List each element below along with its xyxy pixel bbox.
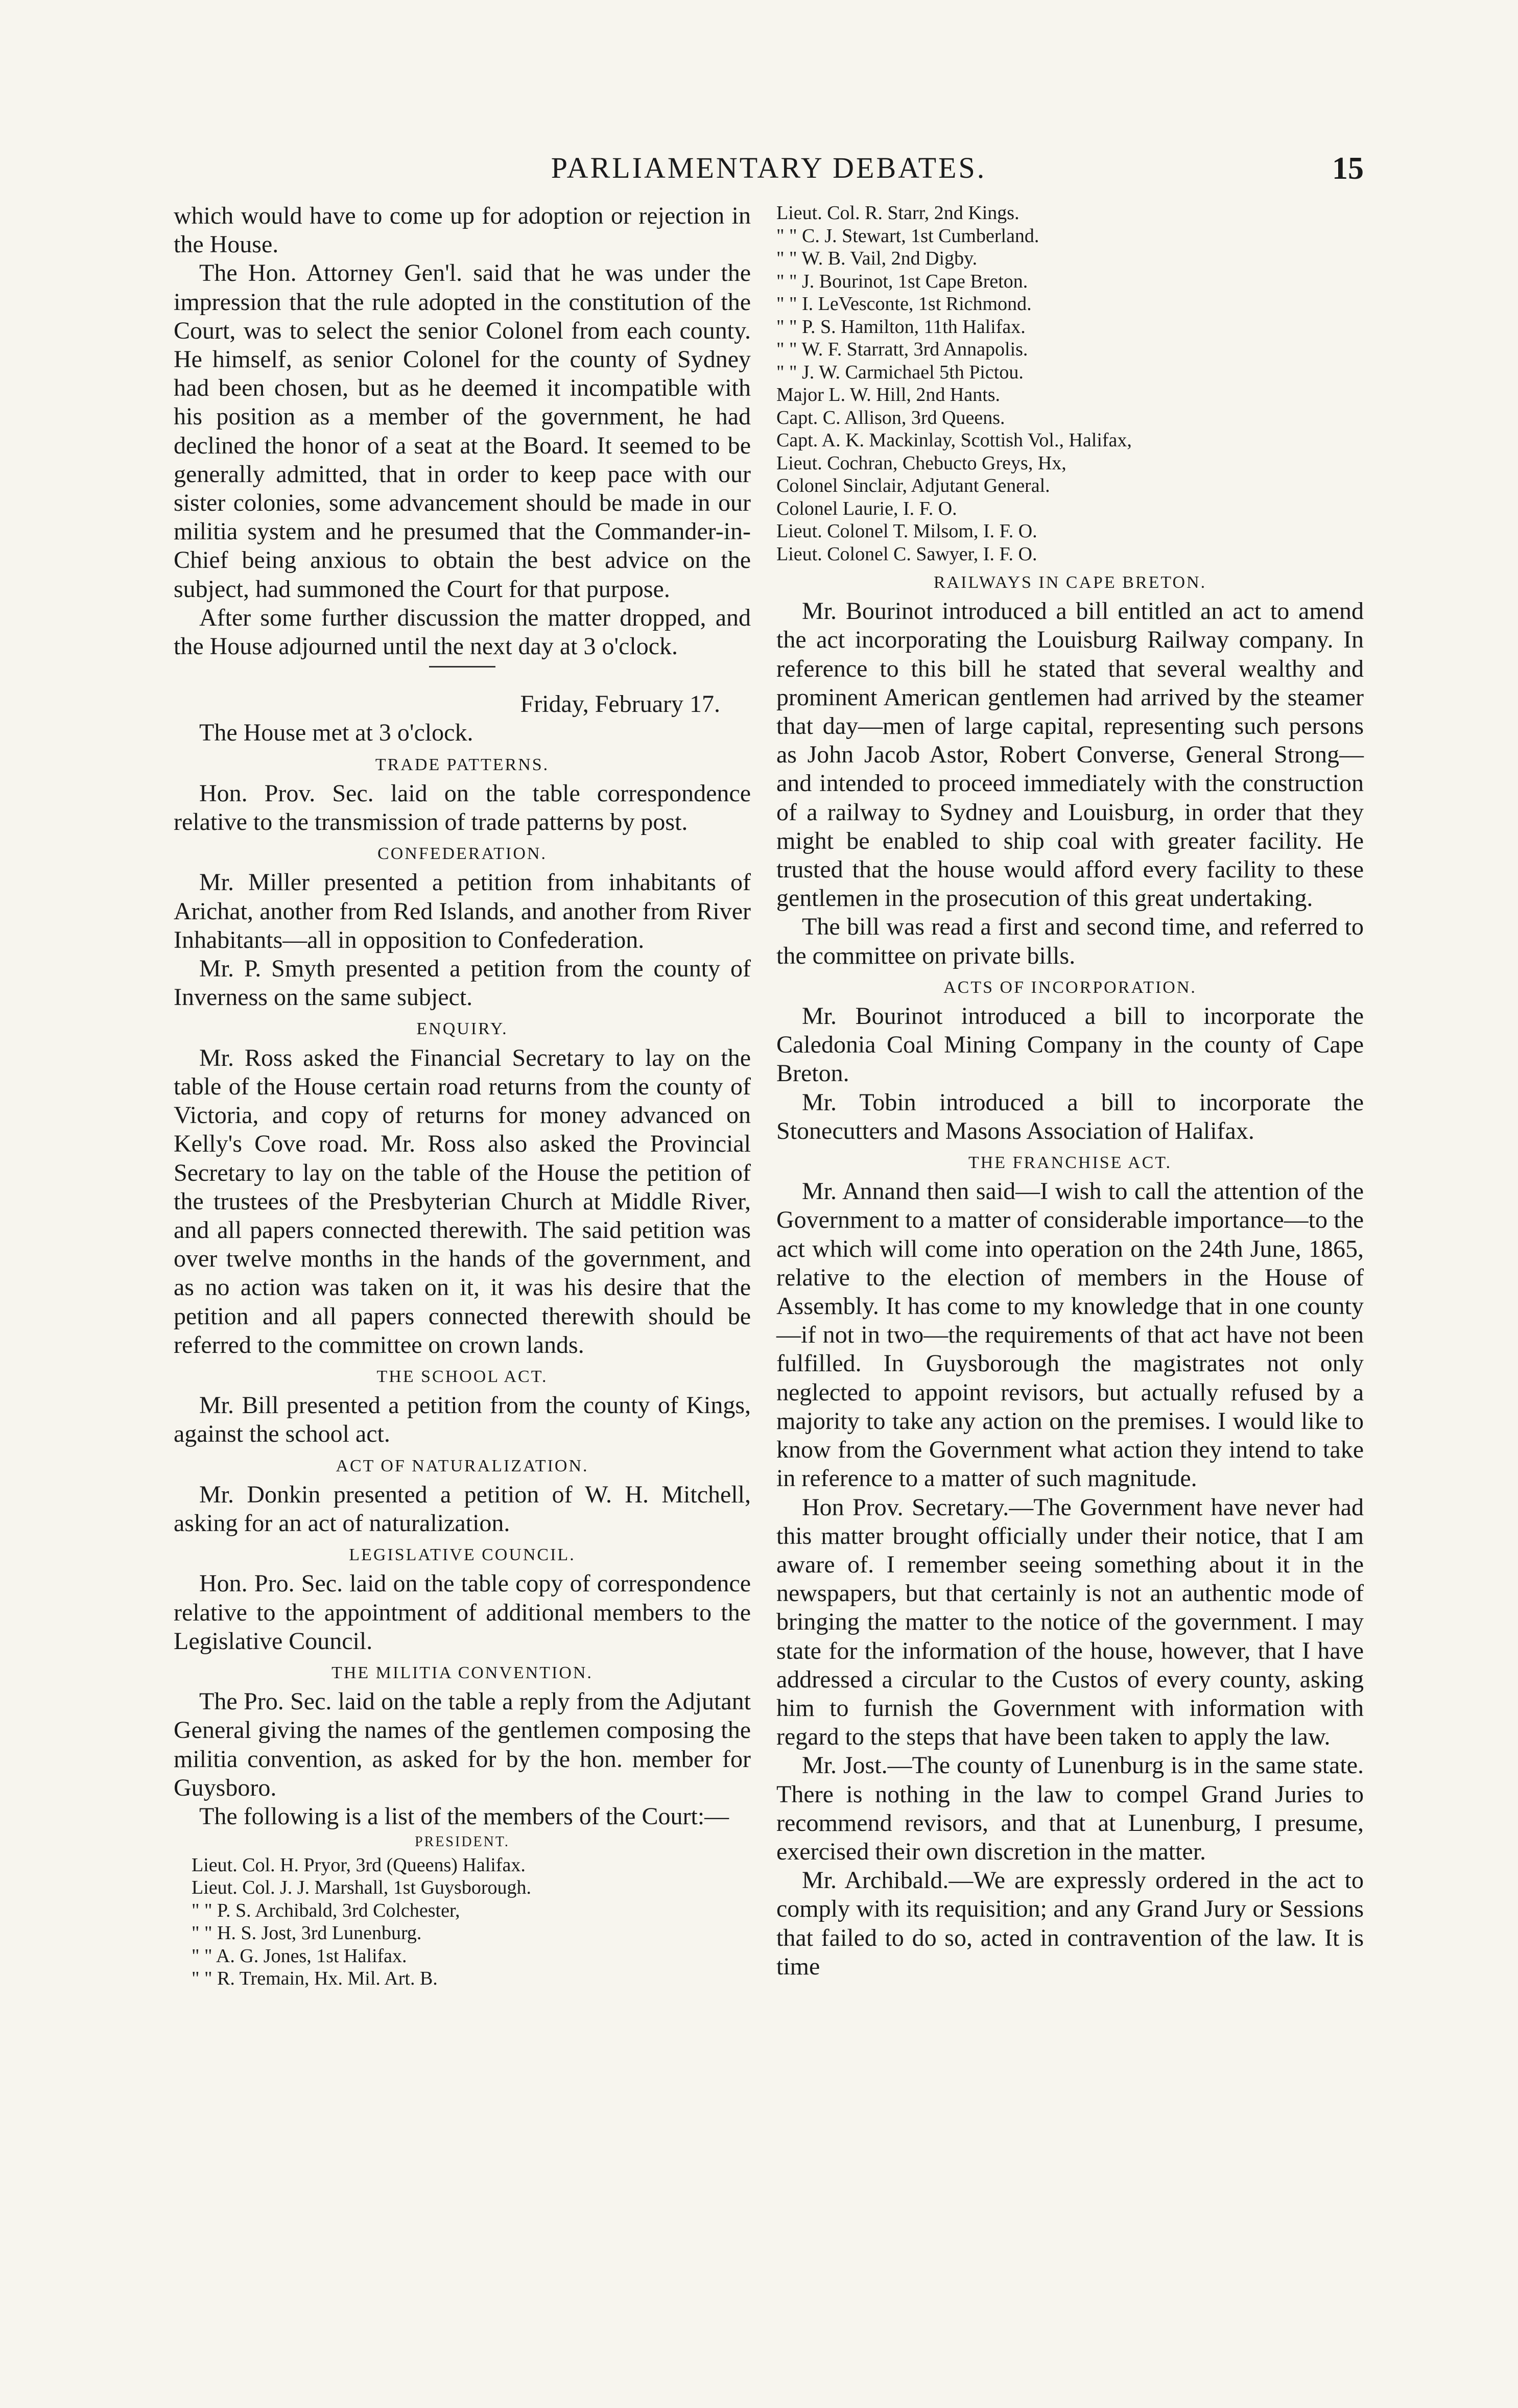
member-entry: Lieut. Col. R. Starr, 2nd Kings. [776, 202, 1019, 224]
section-heading: TRADE PATTERNS. [375, 755, 550, 774]
paragraph: Mr. Tobin introduced a bill to incorporate the Stonecutters and Masons Association of Halifax. [776, 1088, 1364, 1145]
member-entry: " " H. S. Jost, 3rd Lunenburg. [192, 1922, 422, 1944]
paragraph: Hon. Prov. Sec. laid on the table correspondence relative to the transmission of trade patterns by post. [174, 779, 751, 836]
page-number: 15 [1332, 151, 1364, 186]
session-date: Friday, February 17. [520, 690, 720, 718]
section-heading: CONFEDERATION. [377, 844, 547, 864]
section-heading: ACT OF NATURALIZATION. [336, 1456, 589, 1475]
member-entry: " " W. F. Starratt, 3rd Annapolis. [776, 339, 1028, 360]
paragraph: The following is a list of the members of the Court:— [199, 1802, 729, 1830]
member-entry: " " W. B. Vail, 2nd Digby. [776, 248, 978, 269]
section-heading: ACTS OF INCORPORATION. [943, 977, 1197, 997]
right-column [776, 202, 1364, 1981]
paragraph: Mr. Jost.—The county of Lunenburg is in the same state. There is nothing in the law to compel Grand Juries to recommend revisors, and that at Lunenburg, I presume, exercised their own discretion in the matter. [776, 1752, 1364, 1865]
president-label: PRESIDENT. [415, 1834, 510, 1850]
paragraph: The House met at 3 o'clock. [199, 719, 473, 747]
paragraph: Mr. Bill presented a petition from the county of Kings, against the school act. [174, 1392, 751, 1448]
section-heading: ENQUIRY. [416, 1019, 508, 1039]
left-column [174, 202, 751, 1990]
paragraph: Mr. P. Smyth presented a petition from the county of Inverness on the same subject. [174, 955, 751, 1011]
section-heading: THE SCHOOL ACT. [376, 1367, 548, 1386]
member-entry: " " P. S. Archibald, 3rd Colchester, [192, 1899, 460, 1921]
paragraph: The Hon. Attorney Gen'l. said that he was under the impression that the rule adopted in the constitution of the Court, was to select the senior Colonel from each county. He himself, as senior Colonel for the county of Sydney had been chosen, but as he deemed it incompatible with his position as a member of the government, he had declined the honor of a seat at the Board. It seemed to be generally admitted, that in order to keep pace with our sister colonies, some advancement should be made in our militia system and he presumed that the Commander-in-Chief being anxious to obtain the best advice on the subject, had summoned the Court for that purpose. [174, 259, 751, 603]
paragraph: After some further discussion the matter dropped, and the House adjourned until the next day at 3 o'clock. [174, 604, 751, 660]
member-entry: Colonel Sinclair, Adjutant General. [776, 475, 1050, 496]
member-entry: Lieut. Colonel T. Milsom, I. F. O. [776, 520, 1037, 542]
section-heading: RAILWAYS IN CAPE BRETON. [933, 573, 1207, 592]
paragraph: Hon Prov. Secretary.—The Government have never had this matter brought officially under their notice, that I am aware of. I remember seeing something about it in the newspapers, but that certainly is not an authentic mode of bringing the matter to the notice of the government. I may state for the information of the house, however, that I have addressed a circular to the Custos of every county, asking him to furnish the Government with information with regard to the steps that have been taken to apply the law. [776, 1493, 1364, 1751]
member-entry: Lieut. Col. H. Pryor, 3rd (Queens) Halifax. [192, 1854, 526, 1876]
section-heading: THE FRANCHISE ACT. [968, 1153, 1172, 1173]
member-entry: Lieut. Colonel C. Sawyer, I. F. O. [776, 543, 1037, 565]
member-entry: " " J. W. Carmichael 5th Pictou. [776, 361, 1024, 383]
member-entry: " " A. G. Jones, 1st Halifax. [192, 1945, 407, 1967]
member-entry: Lieut. Col. J. J. Marshall, 1st Guysborough. [192, 1877, 531, 1899]
member-entry: " " R. Tremain, Hx. Mil. Art. B. [192, 1968, 438, 1990]
page-header [174, 151, 1364, 192]
member-entry: Capt. C. Allison, 3rd Queens. [776, 407, 1005, 428]
member-entry: Major L. W. Hill, 2nd Hants. [776, 384, 1001, 406]
member-entry: " " I. LeVesconte, 1st Richmond. [776, 293, 1032, 315]
paragraph: The Pro. Sec. laid on the table a reply from the Adjutant General giving the names of the gentlemen composing the militia convention, as asked for by the hon. member for Guysboro. [174, 1688, 751, 1801]
member-list [776, 202, 1364, 565]
paragraph: Hon. Pro. Sec. laid on the table copy of correspondence relative to the appointment of additional members to the Legislative Council. [174, 1570, 751, 1655]
member-entry: Colonel Laurie, I. F. O. [776, 497, 957, 519]
paragraph: Mr. Annand then said—I wish to call the attention of the Government to a matter of considerable importance—to the act which will come into operation on the 24th June, 1865, relative to the election of members in the House of Assembly. It has come to my knowledge that in one county—if not in two—the requirements of that act have not been fulfilled. In Guysborough the magistrates not only neglected to appoint revisors, but actually refused by a majority to take any action on the premises. I would like to know from the Government what action they intend to take in reference to a matter of such magnitude. [776, 1178, 1364, 1492]
member-entry: " " C. J. Stewart, 1st Cumberland. [776, 225, 1039, 247]
paragraph: Mr. Bourinot introduced a bill entitled an act to amend the act incorporating the Louisburg Railway company. In reference to this bill he stated that several wealthy and prominent American gentlemen had arrived by the steamer that day—men of large capital, representing such persons as John Jacob Astor, Robert Converse, General Strong—and intended to proceed immediately with the construction of a railway to Sydney and Louisburg, in order that they might be enabled to ship coal with greater facility. He trusted that the house would afford every facility to these gentlemen in the prosecution of this great undertaking. [776, 598, 1364, 912]
member-entry: " " P. S. Hamilton, 11th Halifax. [776, 316, 1026, 338]
section-heading: LEGISLATIVE COUNCIL. [349, 1545, 576, 1565]
paragraph: Mr. Donkin presented a petition of W. H. Mitchell, asking for an act of naturalization. [174, 1481, 751, 1537]
paragraph: Mr. Miller presented a petition from inhabitants of Arichat, another from Red Islands, and another from River Inhabitants—all in opposition to Confederation. [174, 869, 751, 953]
paragraph: Mr. Ross asked the Financial Secretary to lay on the table of the House certain road returns from the county of Victoria, and copy of returns for money advanced on Kelly's Cove road. Mr. Ross also asked the Provincial Secretary to lay on the table of the House the petition of the trustees of the Presbyterian Church at Middle River, and all papers connected therewith. The said petition was over twelve months in the hands of the government, and as no action was taken on it, it was his desire that the petition and all papers connected therewith should be referred to the committee on crown lands. [174, 1044, 751, 1358]
running-title: PARLIAMENTARY DEBATES. [551, 151, 987, 184]
paragraph: Mr. Archibald.—We are expressly ordered in the act to comply with its requisition; and any Grand Jury or Sessions that failed to do so, acted in contravention of the law. It is time [776, 1867, 1364, 1980]
paragraph: Mr. Bourinot introduced a bill to incorporate the Caledonia Coal Mining Company in the county of Cape Breton. [776, 1003, 1364, 1087]
member-entry: Lieut. Cochran, Chebucto Greys, Hx, [776, 452, 1066, 474]
section-heading: THE MILITIA CONVENTION. [331, 1663, 593, 1682]
member-entry: Capt. A. K. Mackinlay, Scottish Vol., Halifax, [776, 430, 1132, 451]
paragraph: The bill was read a first and second time, and referred to the committee on private bills. [776, 913, 1364, 969]
member-entry: " " J. Bourinot, 1st Cape Breton. [776, 270, 1028, 292]
divider [429, 666, 495, 667]
paragraph: which would have to come up for adoption or rejection in the House. [174, 202, 751, 258]
member-list [174, 1831, 751, 1990]
